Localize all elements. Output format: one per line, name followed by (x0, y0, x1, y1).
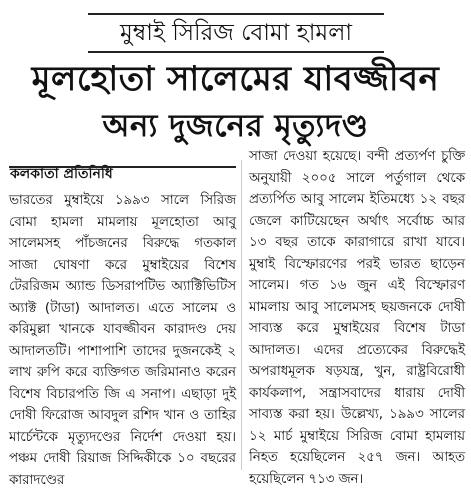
byline: কলকাতা প্রতিনিধি (10, 166, 113, 182)
body-column-right (249, 146, 465, 490)
headline-line-2: অন্য দুজনের মৃত্যুদণ্ড (102, 108, 369, 144)
body-paragraph-right: সাজা দেওয়া হয়েছে। বন্দী প্রত্যর্পণ চুক্তি অনুযায়ী ২০০৫ সালে পর্তুগাল থেকে প্রত্যর্পিত আবু সালেম ইতিমধ্যে ১২ বছর জেলে কাটিয়েছেন অর্থাৎ সর্বোচ্চ আর ১৩ বছর তাকে কারাগারে রাখা যাবে। মুম্বাই বিস্ফোরণের পরই ভারত ছাড়েন সালেম। গত ১৬ জুন এই বিস্ফোরণ মামলায় আবু সালেমসহ ছয়জনকে দোষী সাব্যস্ত করে মুম্বাইয়ের বিশেষ টাডা আদালত। এদের প্রত্যেকের বিরুদ্ধেই অপরাধমূলক ষড়যন্ত্র, খুন, রাষ্ট্রবিরোধী কার্যকলাপ, সন্ত্রাসবাদের ধারায় দোষী সাব্যস্ত করা হয়। উল্লেখ্য, ১৯৯৩ সালের ১২ মার্চ মুম্বাইয়ে সিরিজ বোমা হামলায় নিহত হয়েছিলেন ২৫৭ জন। আহত হয়েছিলেন ৭১৩ জন। (249, 149, 465, 487)
column-divider (241, 160, 242, 470)
body-paragraph-left: ভারতের মুম্বাইয়ে ১৯৯৩ সালে সিরিজ বোমা হামলা মামলায় মূলহোতা আবু সালেমসহ পাঁচজনের বিরুদ্ধে গতকাল সাজা ঘোষণা করে মুম্বাইয়ের বিশেষ টেররিজম অ্যান্ড ডিসরাপটিভ অ্যাক্টিভিটিস অ্যাক্ট (টাডা) আদালত। এতে সালেম ও করিমুল্লা খানকে যাবজ্জীবন কারাদণ্ড দেয় আদালতটি। পাশাপাশি তাদের দুজনকেই ২ লাখ রুপি করে ব্যক্তিগত জরিমানাও করেন বিশেষ বিচারপতি জি এ সনাপ। এছাড়া দুই দোষী ফিরোজ আবদুল রশিদ খান ও তাহির মার্চেন্টকে মৃত্যুদণ্ডের নির্দেশ দেওয়া হয়। পঞ্চম দোষী রিয়াজ সিদ্দিকীকে ১০ বছরের কারাদণ্ডের (9, 193, 236, 488)
article-kicker: মুম্বাই সিরিজ বোমা হামলা (88, 13, 384, 53)
headline-line-1: মূলহোতা সালেমের যাবজ্জীবন (31, 59, 440, 99)
byline-rule (9, 166, 236, 168)
body-column-left (9, 190, 236, 491)
